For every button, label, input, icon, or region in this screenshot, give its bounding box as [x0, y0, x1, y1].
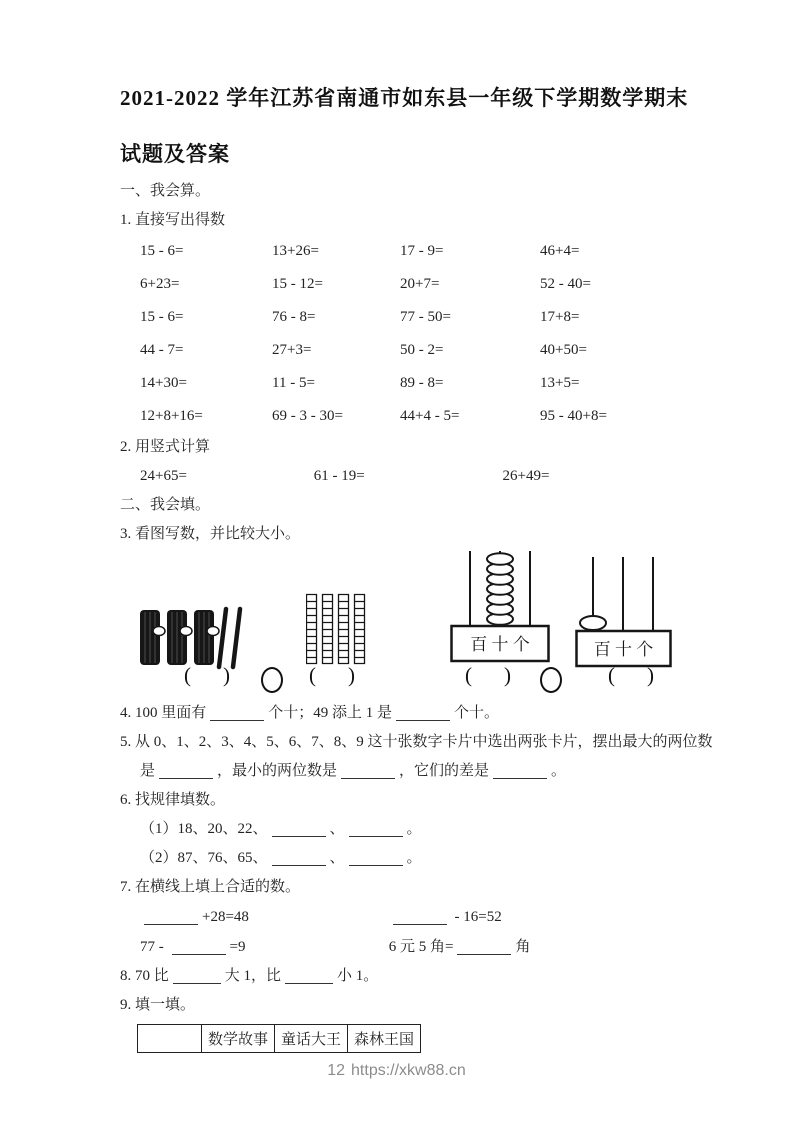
q3-figure	[120, 551, 698, 699]
equation: 52 - 40=	[540, 276, 591, 292]
blank-line	[341, 764, 395, 779]
blank-line	[396, 706, 450, 721]
q6-sub1: （1）18、20、22、 、 。	[140, 821, 422, 837]
equation: 24+65=	[140, 468, 187, 484]
q6-label: 6. 找规律填数。	[120, 792, 226, 808]
answer-parens: ( )	[608, 663, 654, 687]
abacus-bead	[580, 616, 606, 630]
page-footer	[0, 1062, 793, 1080]
table-row	[138, 1025, 421, 1053]
q2-equation-row	[140, 462, 698, 491]
counting-sticks-figure	[138, 605, 246, 671]
q3-label: 3. 看图写数，并比较大小。	[120, 526, 301, 542]
abacus-place-labels: 百 十 个	[470, 635, 530, 654]
document-title-line1: 2021-2022 学年江苏省南通市如东县一年级下学期数学期末	[120, 86, 689, 110]
cube-stack	[339, 595, 349, 664]
q8-line: 8. 70 比 大 1，比 小 1。	[120, 968, 379, 984]
stick-bundle	[194, 610, 219, 665]
blank-line	[172, 940, 226, 955]
equation: 6+23=	[140, 276, 180, 292]
document-title-line2: 试题及答案	[120, 142, 230, 166]
equation: 20+7=	[400, 276, 440, 292]
equation: 77 - 50=	[400, 309, 451, 325]
equation: 15 - 6=	[140, 309, 184, 325]
blank-line	[272, 822, 326, 837]
abacus-figure-left	[450, 551, 550, 663]
abacus-figure-right	[575, 557, 672, 669]
equation: 13+5=	[540, 375, 580, 391]
equation: 27+3=	[272, 342, 312, 358]
q1-label: 1. 直接写出得数	[120, 212, 226, 228]
equation: 95 - 40+8=	[540, 408, 607, 424]
section2-heading: 二、我会填。	[120, 497, 211, 513]
blank-line	[285, 969, 333, 984]
equation: 13+26=	[272, 243, 319, 259]
comparison-circle-icon	[261, 667, 283, 693]
footer-url: https://xkw88.cn	[351, 1062, 466, 1079]
blank-line	[457, 940, 511, 955]
equation: 61 - 19=	[313, 468, 365, 484]
abacus-place-labels: 百 十 个	[593, 640, 654, 659]
equation: 12+8+16=	[140, 408, 203, 424]
answer-parens: ( )	[465, 663, 511, 687]
equation: 15 - 6=	[140, 243, 184, 259]
table-cell: 森林王国	[348, 1025, 421, 1053]
stick-bundle	[167, 610, 192, 665]
blank-line	[159, 764, 213, 779]
equation: 76 - 8=	[272, 309, 316, 325]
blank-line	[493, 764, 547, 779]
q5-line1: 5. 从 0、1、2、3、4、5、6、7、8、9 这十张数字卡片中选出两张卡片，摆出最大的两位数	[120, 734, 713, 750]
abacus-bead	[487, 553, 513, 565]
equation: 40+50=	[540, 342, 587, 358]
blank-line	[349, 851, 403, 866]
equation: 44 - 7=	[140, 342, 184, 358]
answer-parens: ( )	[184, 663, 230, 687]
q2-label: 2. 用竖式计算	[120, 439, 211, 455]
single-stick	[233, 609, 240, 667]
cube-stack	[307, 595, 317, 664]
answer-parens: ( )	[309, 663, 355, 687]
blank-line	[349, 822, 403, 837]
equation: 14+30=	[140, 375, 187, 391]
single-stick	[219, 609, 226, 667]
q9-label: 9. 填一填。	[120, 997, 196, 1013]
blank-line	[173, 969, 221, 984]
equation: 17+8=	[540, 309, 580, 325]
equation: 44+4 - 5=	[400, 408, 460, 424]
q1-equation-grid	[140, 235, 698, 433]
q6-sub2: （2）87、76、65、 、 。	[140, 850, 422, 866]
comparison-circle-icon	[540, 667, 562, 693]
q7-label: 7. 在横线上填上合适的数。	[120, 879, 301, 895]
cube-stack	[355, 595, 365, 664]
blank-line	[144, 910, 198, 925]
table-cell: 数学故事	[202, 1025, 275, 1053]
q9-table	[137, 1024, 421, 1053]
section1-heading: 一、我会算。	[120, 183, 211, 199]
equation: 89 - 8=	[400, 375, 444, 391]
table-cell	[138, 1025, 202, 1053]
q5-line2: 是 ，最小的两位数是 ，它们的差是 。	[140, 763, 567, 779]
equation: 50 - 2=	[400, 342, 444, 358]
q7-row2: 77 - =9 6 元 5 角= 角	[140, 939, 531, 955]
blank-line	[393, 910, 447, 925]
equation: 69 - 3 - 30=	[272, 408, 343, 424]
cube-stack	[323, 595, 333, 664]
equation: 15 - 12=	[272, 276, 323, 292]
cube-stacks-figure	[306, 593, 368, 667]
blank-line	[210, 706, 264, 721]
table-cell: 童话大王	[275, 1025, 348, 1053]
q7-row1: +28=48 - 16=52	[140, 902, 698, 932]
q4-line: 4. 100 里面有 个十；49 添上 1 是 个十。	[120, 705, 500, 721]
equation: 11 - 5=	[272, 375, 315, 391]
equation: 17 - 9=	[400, 243, 444, 259]
equation: 26+49=	[502, 468, 550, 484]
page-number: 12	[327, 1062, 346, 1079]
blank-line	[272, 851, 326, 866]
equation: 46+4=	[540, 243, 580, 259]
stick-bundle	[140, 610, 165, 665]
